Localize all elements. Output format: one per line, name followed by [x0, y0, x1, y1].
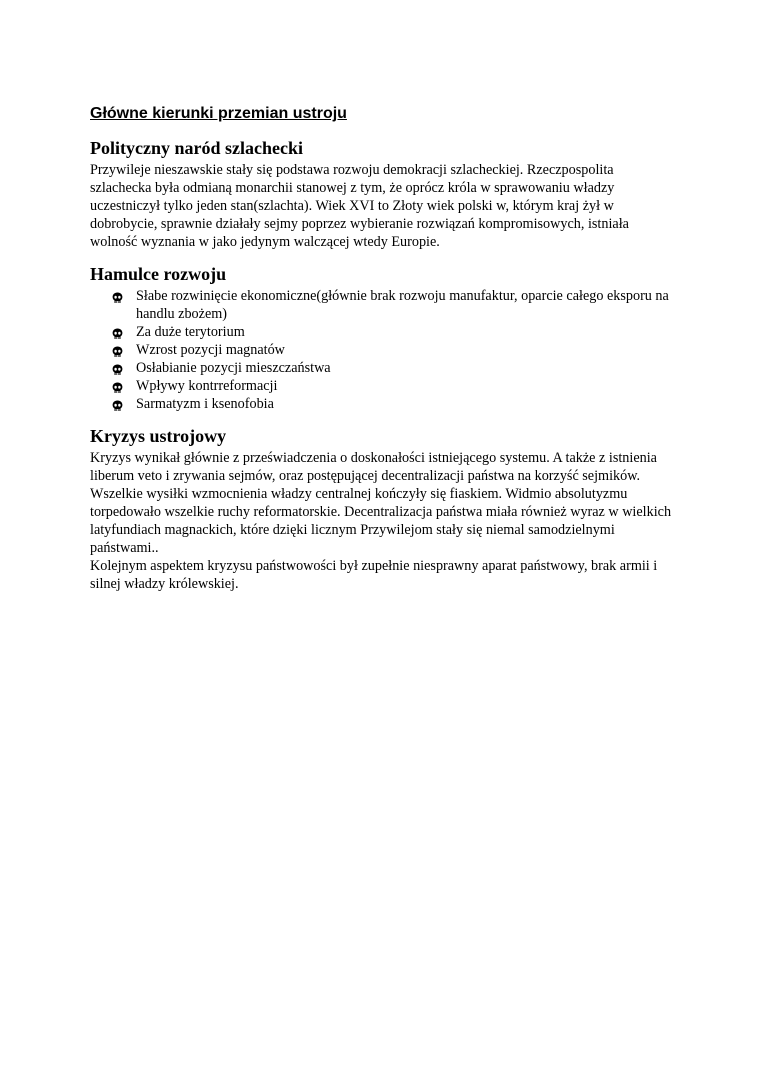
section-heading: Polityczny naród szlachecki [90, 138, 303, 158]
list-item-text: Słabe rozwinięcie ekonomiczne(głównie brak rozwoju manufaktur, oparcie całego eksporu na handlu zbożem) [136, 288, 669, 322]
list-item [112, 341, 675, 359]
list-item [112, 287, 675, 323]
bullet-list [90, 287, 675, 413]
document-page [90, 103, 675, 605]
section-heading: Kryzys ustrojowy [90, 426, 227, 446]
document-title: Główne kierunki przemian ustroju [90, 105, 347, 122]
list-item-text: Osłabianie pozycji mieszczaństwa [136, 360, 331, 376]
skull-icon [112, 363, 123, 375]
list-item [112, 359, 675, 377]
section-kryzys-ustrojowy [90, 425, 675, 593]
section-paragraph: Kolejnym aspektem kryzysu państwowości był zupełnie niesprawny aparat państwowy, brak armii i silnej władzy królewskiej. [90, 558, 658, 592]
section-paragraph: Kryzys wynikał głównie z przeświadczenia o doskonałości istniejącego systemu. A także z istnienia liberum veto i zrywania sejmów, oraz postępującej decentralizacji państwa na korzyść sejmików. Wszelkie wysiłki wzmocnienia władzy centralnej kończyły się fiaskiem. Widmio absolutyzmu torpedowało wszelkie ruchy reformatorskie. Decentralizacja państwa miała również wyraz w wielkich latyfundiach magnackich, które dzięki licznym Przywilejom stały się niemal samodzielnymi państwami.. [90, 450, 672, 556]
skull-icon [112, 381, 123, 393]
section-heading: Hamulce rozwoju [90, 264, 227, 284]
section-hamulce-rozwoju [90, 263, 675, 413]
skull-icon [112, 327, 123, 339]
skull-icon [112, 291, 123, 303]
list-item-text: Za duże terytorium [136, 324, 245, 340]
section-polityczny-narod [90, 137, 675, 251]
list-item [112, 395, 675, 413]
list-item-text: Wpływy kontrreformacji [136, 378, 278, 394]
skull-icon [112, 399, 123, 411]
list-item-text: Wzrost pozycji magnatów [136, 342, 285, 358]
skull-icon [112, 345, 123, 357]
list-item [112, 377, 675, 395]
section-paragraph: Przywileje nieszawskie stały się podstawa rozwoju demokracji szlacheckiej. Rzeczpospolita szlachecka była odmianą monarchii stanowej z tym, że oprócz króla w sprawowaniu władzy uczestniczył tylko jeden stan(szlachta). Wiek XVI to Złoty wiek polski w, którym kraj żył w dobrobycie, sprawnie działały sejmy poprzez wybieranie rozwiązań kompromisowych, istniała wolność wyznania w jako jedynym walczącej wtedy Europie. [90, 162, 629, 250]
list-item [112, 323, 675, 341]
list-item-text: Sarmatyzm i ksenofobia [136, 396, 274, 412]
